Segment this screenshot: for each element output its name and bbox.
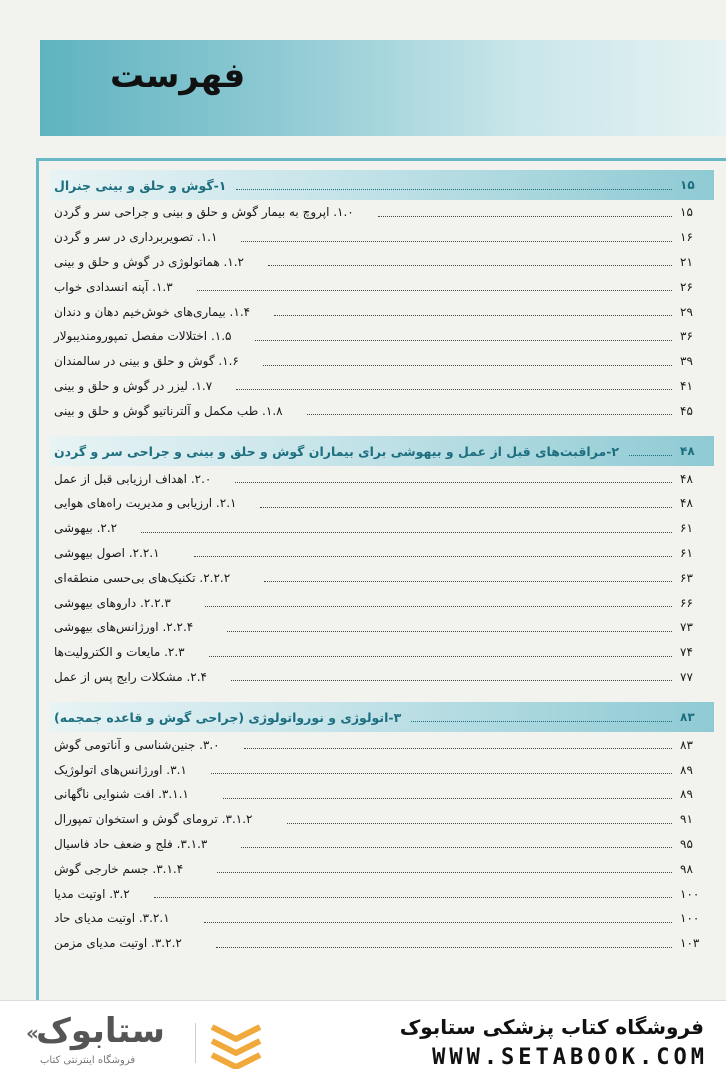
dot-leader <box>255 340 672 341</box>
dot-leader <box>263 365 672 366</box>
dot-leader <box>223 798 672 799</box>
dot-leader <box>241 847 672 848</box>
page-number: ۹۸ <box>680 861 693 876</box>
page-number: ۴۸ <box>680 444 695 459</box>
entry-title: ۱.۱. تصویربرداری در سر و گردن <box>54 230 218 245</box>
page-number: ۱۵ <box>680 178 695 192</box>
chapter-title: ۲-مراقبت‌های قبل از عمل و بیهوشی برای بیماران گوش و حلق و بینی و جراحی سر و گردن <box>54 443 620 459</box>
toc-entry-row[interactable] <box>50 732 714 757</box>
dot-leader <box>378 216 672 217</box>
page-number: ۱۶ <box>680 230 693 245</box>
entry-title: ۳.۲.۲. اوتیت مدیای مزمن <box>54 936 182 951</box>
toc-entry-row[interactable] <box>50 640 714 665</box>
toc-entry-row[interactable] <box>50 374 714 399</box>
entry-title: ۲.۲. بیهوشی <box>54 521 118 536</box>
entry-title: ۳.۲.۱. اوتیت مدیای حاد <box>54 911 170 926</box>
page-number: ۲۱ <box>680 254 693 269</box>
entry-title: ۱.۰. اپروچ به بیمار گوش و حلق و بینی و جراحی سر و گردن <box>54 205 354 220</box>
page-number: ۱۰۰ <box>680 911 700 926</box>
page-number: ۷۷ <box>680 669 693 684</box>
dot-leader <box>264 581 672 582</box>
entry-title: ۲.۱. ارزیابی و مدیریت راه‌های هوایی <box>54 496 237 511</box>
footer-banner <box>0 1000 726 1080</box>
toc-entry-row[interactable] <box>50 881 714 906</box>
toc-entry-row[interactable] <box>50 832 714 857</box>
dot-leader <box>260 507 672 508</box>
dot-leader <box>154 897 672 898</box>
toc-entry-row[interactable] <box>50 856 714 881</box>
toc-entry-row[interactable] <box>50 491 714 516</box>
entry-title: ۲.۰. اهداف ارزیابی قبل از عمل <box>54 471 212 486</box>
entry-title: ۲.۲.۲. تکنیک‌های بی‌حسی منطقه‌ای <box>54 570 231 585</box>
toc-entry-row[interactable] <box>50 200 714 225</box>
toc-entry-row[interactable] <box>50 615 714 640</box>
page-number: ۴۸ <box>680 471 693 486</box>
page-number: ۹۱ <box>680 812 693 827</box>
page-number: ۱۰۰ <box>680 886 700 901</box>
entry-title: ۳.۱.۳. فلج و ضعف حاد فاسیال <box>54 836 208 851</box>
dot-leader <box>209 656 672 657</box>
page-number: ۳۶ <box>680 329 693 344</box>
toc-entry-row[interactable] <box>50 931 714 956</box>
dot-leader <box>411 721 672 722</box>
dot-leader <box>141 532 672 533</box>
toc-entry-row[interactable] <box>50 665 714 690</box>
logo-divider <box>195 1023 196 1063</box>
dot-leader <box>274 315 672 316</box>
toc-entry-row[interactable] <box>50 274 714 299</box>
page-number: ۴۵ <box>680 403 693 418</box>
dot-leader <box>244 748 672 749</box>
entry-title: ۱.۶. گوش و حلق و بینی در سالمندان <box>54 354 239 369</box>
page-number: ۳۹ <box>680 354 693 369</box>
page-number: ۹۵ <box>680 836 693 851</box>
toc-entry-row[interactable] <box>50 299 714 324</box>
dot-leader <box>287 823 673 824</box>
toc-entry-row[interactable] <box>50 225 714 250</box>
title-band <box>40 40 726 136</box>
page-title: فهرست <box>110 56 246 96</box>
page-number: ۶۱ <box>680 521 693 536</box>
chapter-title: ۱-گوش و حلق و بینی جنرال <box>54 177 227 193</box>
dot-leader <box>194 556 672 557</box>
toc-chapter-row[interactable] <box>50 702 714 732</box>
table-of-contents <box>50 170 714 969</box>
entry-title: ۲.۴. مشکلات رایج پس از عمل <box>54 669 207 684</box>
dot-leader <box>227 631 672 632</box>
double-chevron-icon: « <box>26 1021 39 1045</box>
entry-title: ۳.۱.۱. افت شنوایی ناگهانی <box>54 787 189 802</box>
logo-subtitle: فروشگاه اینترنتی کتاب <box>40 1055 136 1066</box>
entry-title: ۱.۴. بیماری‌های خوش‌خیم دهان و دندان <box>54 304 251 319</box>
entry-title: ۳.۱.۲. ترومای گوش و استخوان تمپورال <box>54 812 253 827</box>
toc-entry-row[interactable] <box>50 541 714 566</box>
entry-title: ۲.۲.۱. اصول بیهوشی <box>54 545 160 560</box>
page-number: ۷۳ <box>680 620 693 635</box>
dot-leader <box>268 265 672 266</box>
toc-entry-row[interactable] <box>50 250 714 275</box>
page-number: ۶۶ <box>680 595 693 610</box>
entry-title: ۳.۰. جنین‌شناسی و آناتومی گوش <box>54 737 220 752</box>
toc-section <box>50 436 714 689</box>
logo-text: ستابوک <box>36 1011 165 1051</box>
toc-entry-row[interactable] <box>50 757 714 782</box>
dot-leader <box>205 606 672 607</box>
entry-title: ۲.۳. مایعات و الکترولیت‌ها <box>54 645 185 660</box>
toc-entry-row[interactable] <box>50 324 714 349</box>
page-number: ۲۹ <box>680 304 693 319</box>
dot-leader <box>241 241 672 242</box>
entry-title: ۱.۲. هماتولوژی در گوش و حلق و بینی <box>54 254 245 269</box>
entry-title: ۳.۲. اوتیت مدیا <box>54 886 130 901</box>
toc-entry-row[interactable] <box>50 398 714 423</box>
dot-leader <box>216 947 672 948</box>
store-url[interactable]: WWW.SETABOOK.COM <box>432 1045 708 1070</box>
toc-entry-row[interactable] <box>50 516 714 541</box>
entry-title: ۱.۸. طب مکمل و آلترناتیو گوش و حلق و بینی <box>54 403 283 418</box>
page-number: ۸۹ <box>680 787 693 802</box>
page-number: ۸۳ <box>680 710 695 725</box>
page-number: ۷۴ <box>680 645 693 660</box>
dot-leader <box>307 414 672 415</box>
entry-title: ۱.۵. اختلالات مفصل تمپورومندیبولار <box>54 329 232 344</box>
page-number: ۸۹ <box>680 762 693 777</box>
toc-entry-row[interactable] <box>50 906 714 931</box>
toc-entry-row[interactable] <box>50 807 714 832</box>
entry-title: ۲.۲.۳. داروهای بیهوشی <box>54 595 171 610</box>
toc-section <box>50 702 714 955</box>
page-number: ۴۱ <box>680 378 693 393</box>
page-number: ۲۶ <box>680 279 693 294</box>
toc-entry-row[interactable] <box>50 782 714 807</box>
page-number: ۶۳ <box>680 570 693 585</box>
dot-leader <box>217 872 672 873</box>
page-number: ۸۳ <box>680 737 693 752</box>
toc-entry-row[interactable] <box>50 565 714 590</box>
toc-section <box>50 170 714 423</box>
dot-leader <box>235 482 672 483</box>
dot-leader <box>211 773 672 774</box>
entry-title: ۱.۷. لیزر در گوش و حلق و بینی <box>54 378 213 393</box>
chapter-title: ۳-اتولوژی و نورواتولوژی (جراحی گوش و قاعده جمجمه) <box>54 709 402 725</box>
dot-leader <box>197 290 672 291</box>
entry-title: ۳.۱.۴. جسم خارجی گوش <box>54 861 184 876</box>
book-stack-icon <box>206 1019 266 1069</box>
entry-title: ۱.۳. آپنه انسدادی خواب <box>54 279 173 294</box>
dot-leader <box>236 389 672 390</box>
toc-entry-row[interactable] <box>50 466 714 491</box>
dot-leader <box>629 455 672 456</box>
toc-entry-row[interactable] <box>50 349 714 374</box>
dot-leader <box>204 922 672 923</box>
store-name: فروشگاه کتاب پزشکی ستابوک <box>399 1015 704 1039</box>
toc-chapter-row[interactable] <box>50 436 714 466</box>
dot-leader <box>231 680 672 681</box>
page-number: ۱۵ <box>680 205 693 220</box>
entry-title: ۲.۲.۴. اورژانس‌های بیهوشی <box>54 620 194 635</box>
entry-title: ۳.۱. اورژانس‌های اتولوژیک <box>54 762 187 777</box>
page-number: ۱۰۳ <box>680 936 700 951</box>
toc-entry-row[interactable] <box>50 590 714 615</box>
dot-leader <box>236 189 672 190</box>
page-number: ۴۸ <box>680 496 693 511</box>
page-number: ۶۱ <box>680 545 693 560</box>
toc-chapter-row[interactable] <box>50 170 714 200</box>
